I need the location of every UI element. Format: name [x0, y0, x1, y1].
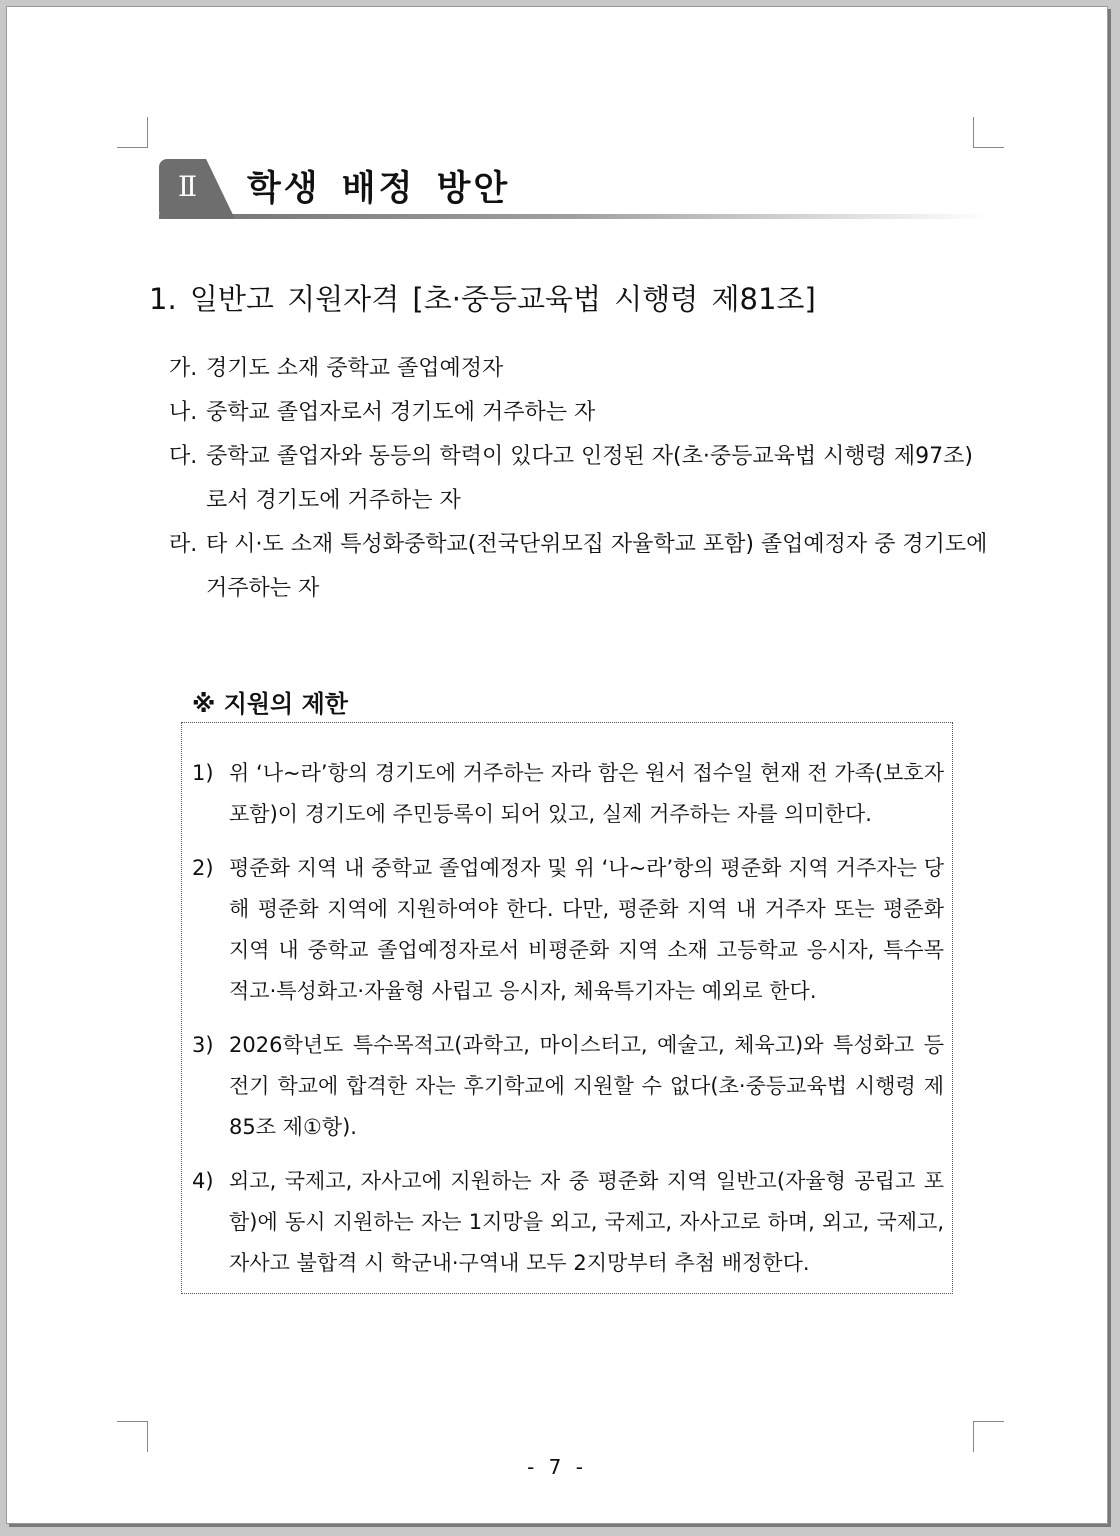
item-marker: 라.	[169, 532, 198, 557]
restriction-item	[192, 1161, 944, 1284]
restriction-item	[192, 753, 944, 835]
item-marker: 나.	[169, 400, 198, 425]
crop-mark-top-left	[117, 117, 148, 148]
subsection-heading: 1. 일반고 지원자격 [초·중등교육법 시행령 제81조]	[149, 282, 816, 316]
crop-mark-top-right	[973, 117, 1004, 148]
section-numeral: Ⅱ	[178, 170, 198, 203]
item-marker: 4)	[192, 1169, 214, 1193]
item-marker: 2)	[192, 856, 214, 880]
item-text: 위 ‘나~라’항의 경기도에 거주하는 자라 함은 원서 접수일 현재 전 가족(보호자 포함)이 경기도에 주민등록이 되어 있고, 실제 거주하는 자를 의미한다.	[229, 761, 944, 826]
item-text: 중학교 졸업자와 동등의 학력이 있다고 인정된 자(초·중등교육법 시행령 제97조)로서 경기도에 거주하는 자	[206, 444, 973, 513]
section-header-underline	[159, 214, 989, 219]
qualification-list	[169, 347, 989, 611]
item-text: 중학교 졸업자로서 경기도에 거주하는 자	[206, 400, 596, 425]
item-marker: 가.	[169, 356, 198, 381]
item-text: 평준화 지역 내 중학교 졸업예정자 및 위 ‘나~라’항의 평준화 지역 거주자는 당해 평준화 지역에 지원하여야 한다. 다만, 평준화 지역 내 거주자 또는 평준화 지역 내 중학교 졸업예정자로서 비평준화 지역 소재 고등학교 응시자, 특수목적고·특성화고·자율형 사립고 응시자, 체육특기자는 예외로 한다.	[229, 856, 944, 1003]
page-number: - 7 -	[527, 1455, 587, 1479]
section-header	[159, 159, 989, 219]
item-text: 경기도 소재 중학교 졸업예정자	[206, 356, 504, 381]
qualification-item	[169, 391, 989, 435]
item-marker: 3)	[192, 1033, 214, 1057]
qualification-item	[169, 347, 989, 391]
restriction-box	[181, 722, 953, 1294]
item-text: 외고, 국제고, 자사고에 지원하는 자 중 평준화 지역 일반고(자율형 공립고 포함)에 동시 지원하는 자는 1지망을 외고, 국제고, 자사고로 하며, 외고, 국제고, 자사고 불합격 시 학군내·구역내 모두 2지망부터 추첨 배정한다.	[229, 1169, 944, 1275]
item-marker: 다.	[169, 444, 198, 469]
restriction-list	[192, 753, 944, 1297]
qualification-item	[169, 523, 989, 611]
crop-mark-bottom-left	[117, 1421, 148, 1452]
item-text: 2026학년도 특수목적고(과학고, 마이스터고, 예술고, 체육고)와 특성화고 등 전기 학교에 합격한 자는 후기학교에 지원할 수 없다(초·중등교육법 시행령 제85조 제①항).	[229, 1033, 944, 1139]
restriction-item	[192, 848, 944, 1012]
item-marker: 1)	[192, 761, 214, 785]
restriction-item	[192, 1025, 944, 1148]
qualification-item	[169, 435, 989, 523]
document-page	[6, 6, 1108, 1524]
restriction-title: ※ 지원의 제한	[192, 690, 348, 718]
crop-mark-bottom-right	[973, 1421, 1004, 1452]
section-title: 학생 배정 방안	[247, 169, 511, 209]
item-text: 타 시·도 소재 특성화중학교(전국단위모집 자율학교 포함) 졸업예정자 중 경기도에 거주하는 자	[206, 532, 988, 601]
